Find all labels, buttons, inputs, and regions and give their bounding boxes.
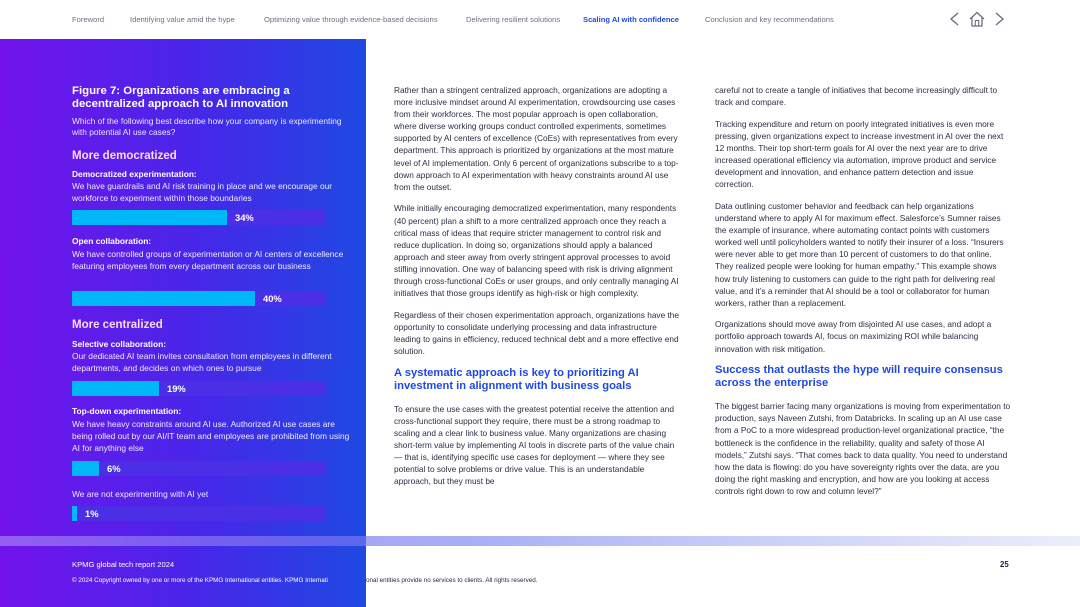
group-label-democratized: More democratized — [72, 150, 177, 162]
column1-paragraph-1: Rather than a stringent centralized approach, organizations are adopting a more inclusive mindset around AI experimentation, crowdsourcing use cases from their workforces. The most popular approach is open collaboration, where diverse working groups conduct controlled experiments, sometimes supported by AI centers of excellence (CoEs) with representatives from every department. This approach is prioritized by organizations at the most mature level of AI implementation. Only 6 percent of organizations subscribe to a top-down approach to AI experimentation with heavy constraints around AI use from the outset. — [394, 85, 679, 192]
column1-paragraph-3: Regardless of their chosen experimentation approach, organizations have the opportunity to consolidate underlying processing and data infrastructure leading to gains in efficiency, reduced technical debt and a more effective end solution. — [394, 309, 680, 357]
copyright-text-right: onal entities provide no services to clients. All rights reserved. — [366, 577, 538, 584]
column2-paragraph-2: Tracking expenditure and return on poorly integrated initiatives is even more pressing, given organizations expect to increase investment in AI over the next 12 months. Their top short-term goals for AI over the next year are to drive increased operational efficiency via automation, improve product and service development and innovation, and enhance pattern detection and issue correction. — [715, 118, 1004, 190]
nav-delivering-resilient[interactable]: Delivering resilient solutions — [466, 15, 561, 24]
bar-open — [72, 291, 255, 306]
bar-label-top-down: 6% — [107, 463, 121, 474]
column1-paragraph-2: While initially encouraging democratized experimentation, many respondents (40 percent) plan a shift to a more centralized approach once they reach a critical mass of ideas that require stricter management to control risk and reduce duplication. In doing so, organizations should apply a balanced approach and steer away from overly stringent approval processes to avoid stifling innovation. One way of balancing speed with risk is driving alignment through cross-functional CoEs or user groups, and only centrally managing AI initiatives that those groups identify as high-risk or high complexity. — [394, 203, 679, 299]
bar-democratized — [72, 210, 227, 225]
item-heading-top-down: Top-down experimentation: — [72, 406, 182, 416]
item-text-top-down: We have heavy constraints around AI use. Authorized AI use cases are being rolled out by our AI/IT team and employees are prohibited from using AI for anything else — [72, 419, 350, 453]
item-text-selective: Our dedicated AI team invites consultation from employees in different departments, and decides on which ones to pursue — [72, 351, 332, 373]
column2-paragraph-1: careful not to create a tangle of initiatives that become increasingly difficult to track and compare. — [715, 85, 998, 108]
nav-conclusion[interactable]: Conclusion and key recommendations — [705, 15, 834, 24]
nav-identifying-value[interactable]: Identifying value amid the hype — [130, 15, 235, 24]
nav-optimizing-value[interactable]: Optimizing value through evidence-based decisions — [264, 15, 438, 24]
item-text-not-experimenting: We are not experimenting with AI yet — [72, 489, 209, 499]
previous-arrow-icon[interactable] — [946, 10, 964, 28]
bar-label-selective: 19% — [167, 383, 186, 394]
copyright-text-left: © 2024 Copyright owned by one or more of the KPMG International entities. KPMG Internati — [72, 577, 328, 584]
item-text-democratized: We have guardrails and AI risk training in place and we encourage our workforce to experiment within those boundaries — [72, 181, 333, 203]
footer-divider-bar — [0, 536, 1080, 546]
bar-track-top-down — [72, 461, 326, 476]
item-heading-open: Open collaboration: — [72, 236, 152, 246]
bar-top-down — [72, 461, 99, 476]
bar-track-open — [72, 291, 326, 306]
article-column-1 — [394, 84, 682, 497]
next-arrow-icon[interactable] — [990, 10, 1008, 28]
bar-label-open: 40% — [263, 293, 282, 304]
item-heading-democratized: Democratized experimentation: — [72, 169, 197, 179]
group-label-centralized: More centralized — [72, 319, 163, 331]
bar-not-experimenting — [72, 506, 77, 521]
figure-panel — [0, 39, 366, 607]
column2-subheading: Success that outlasts the hype will require consensus across the enterprise — [715, 364, 1003, 390]
page-number: 25 — [1000, 560, 1009, 569]
nav-scaling-ai[interactable]: Scaling AI with confidence — [583, 15, 679, 24]
figure-question: Which of the following best describe how your company is experimenting with potential AI use cases? — [72, 116, 342, 137]
bar-selective — [72, 381, 159, 396]
bar-track-democratized — [72, 210, 326, 225]
item-text-open: We have controlled groups of experimentation or AI centers of excellence featuring employees from every department across our business — [72, 249, 344, 271]
column2-paragraph-3: Data outlining customer behavior and feedback can help organizations understand where to apply AI for maximum effect. Salesforce’s Sumner raises the example of insurance, where automating contact points with customers worked well until policyholders wanted to notify their insurer of a loss. “Insurers were never able to get more than 10 percent of customers to do that online. They realized people were looking for human empathy.” This example shows how truly listening to customers can guide to the right path for delivering real value, and it’s a reminder that AI should be a tool or collaborator for human workers, rather than a replacement. — [715, 200, 1004, 308]
column2-paragraph-5: The biggest barrier facing many organizations is moving from experimentation to production, says Naveen Zutshi, from Databricks. In scaling up an AI use case from a PoC to a more widespread production-level organizational practice, “the bottleneck is the confidence in the reliability, quality and safety of those AI models,” Zutshi says. “That comes back to data quality. You need to understand how the data is flowing: do you have sovereignty rights over the data, are you doing the right masking and encryption, and how are you looking at access controls right down to row and column level?” — [715, 401, 1011, 496]
bar-label-democratized: 34% — [235, 212, 254, 223]
figure-title: Figure 7: Organizations are embracing a decentralized approach to AI innovation — [72, 85, 290, 110]
nav-foreword[interactable]: Foreword — [72, 15, 105, 24]
item-heading-selective: Selective collaboration: — [72, 339, 167, 349]
column1-paragraph-4: To ensure the use cases with the greatest potential receive the attention and cross-functional support they require, there must be a strong roadmap to scaling and a clear link to business value. Many organizations are chasing short-term value by implementing AI tools in discrete parts of the value chain — that is, identifying specific use cases for deployment — where they see potential to solve problems or drive value. This is an understandable approach, but they must be — [394, 403, 675, 487]
column2-paragraph-4: Organizations should move away from disjointed AI use cases, and adopt a portfolio approach towards AI, focus on maximizing ROI while balancing innovation with risk mitigation. — [715, 319, 992, 354]
home-icon[interactable] — [968, 10, 986, 28]
column1-subheading: A systematic approach is key to prioritizing AI investment in alignment with business goals — [394, 366, 639, 392]
top-navigation — [0, 0, 1080, 39]
bar-track-not-experimenting — [72, 506, 326, 521]
report-title: KPMG global tech report 2024 — [72, 560, 175, 569]
bar-track-selective — [72, 381, 326, 396]
bar-label-not-experimenting: 1% — [85, 508, 99, 519]
article-column-2 — [715, 84, 1011, 507]
